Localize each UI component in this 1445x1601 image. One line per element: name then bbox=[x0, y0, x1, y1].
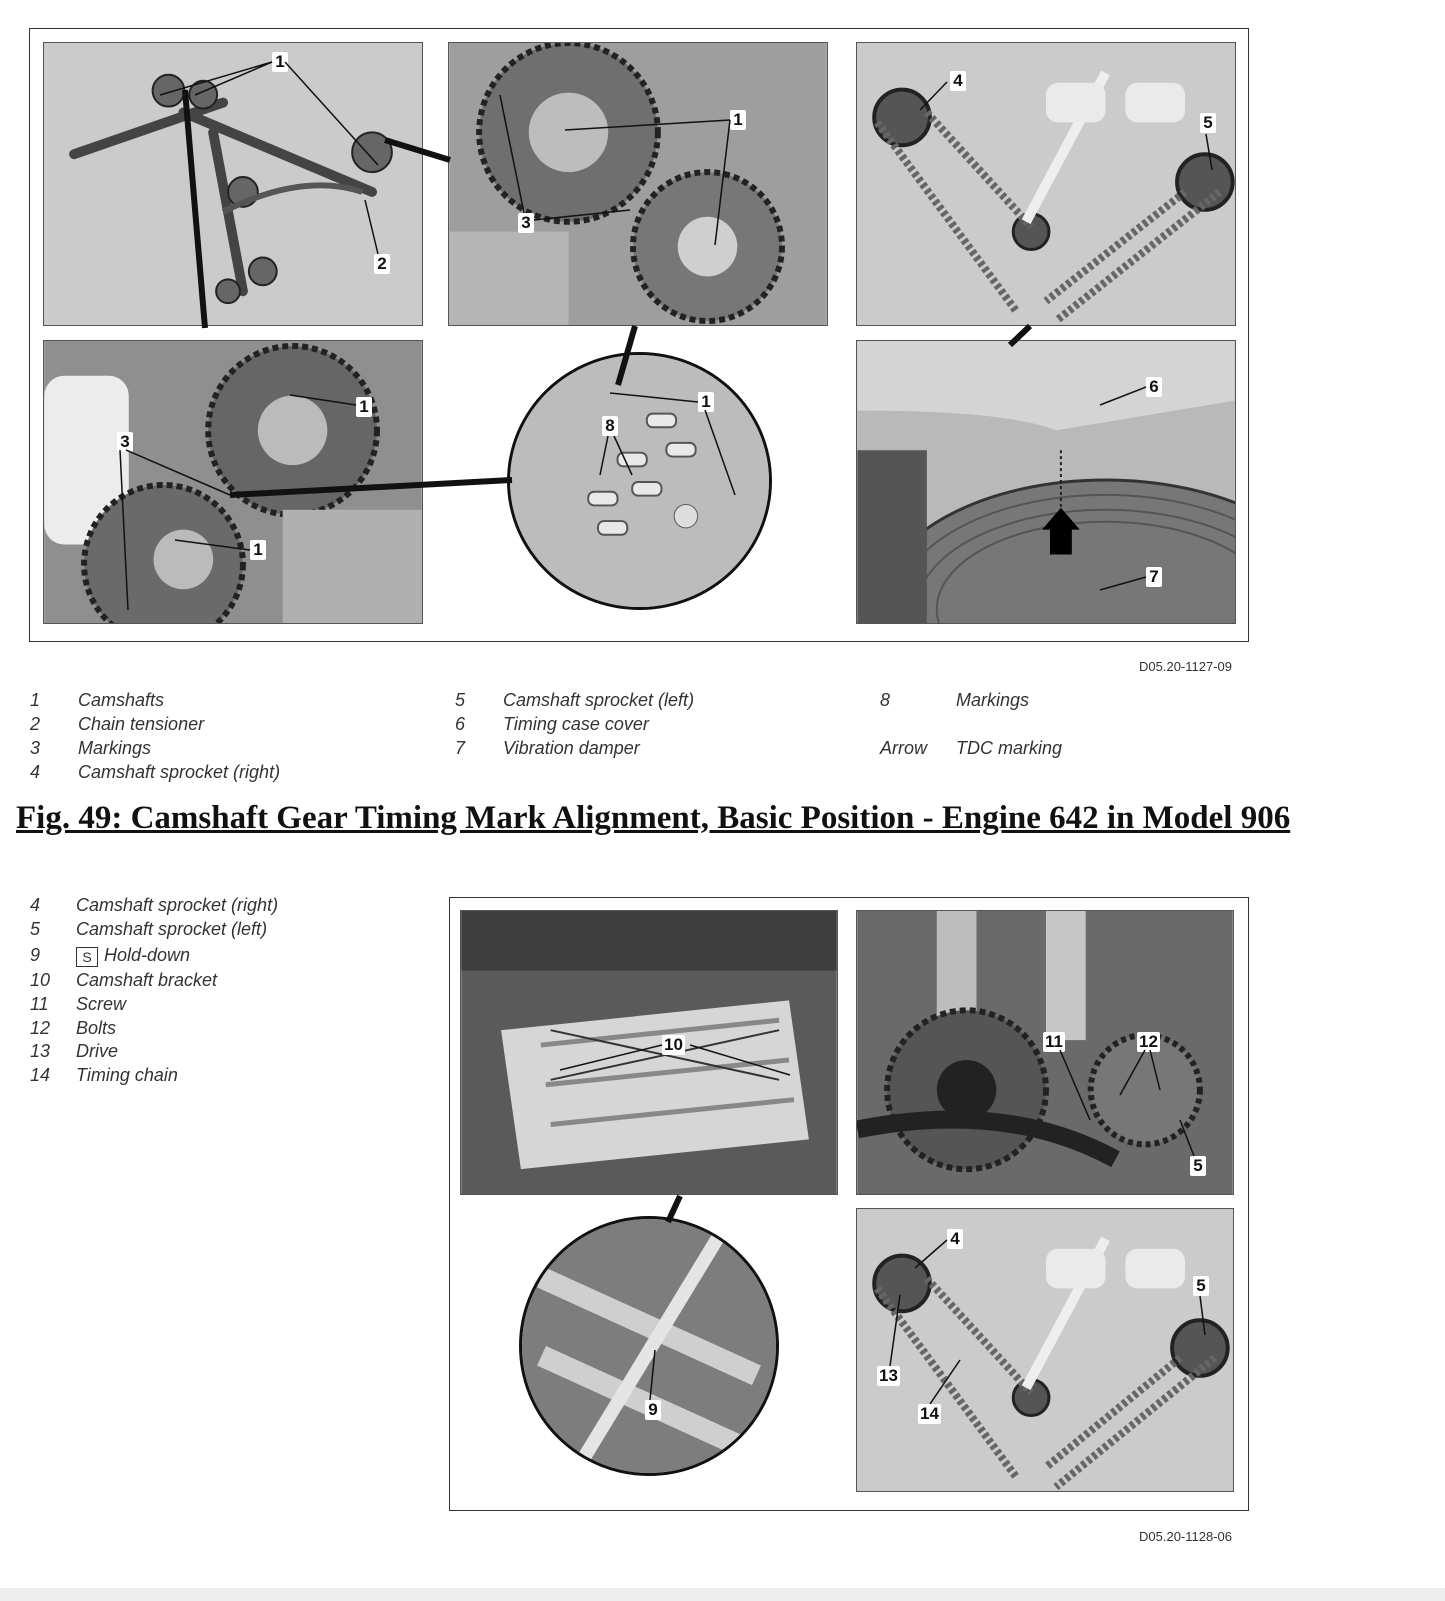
bottom-scroll-bar bbox=[0, 1588, 1445, 1601]
callout-5-q4: 5 bbox=[1193, 1276, 1209, 1296]
callout-8-p5: 8 bbox=[602, 416, 618, 436]
callout-7-p6: 7 bbox=[1146, 567, 1162, 587]
callout-9-q3: 9 bbox=[645, 1400, 661, 1420]
callout-13-q4: 13 bbox=[879, 1366, 898, 1385]
callout-11-q2: 11 bbox=[1045, 1032, 1063, 1051]
callout-2-p1: 2 bbox=[374, 254, 390, 274]
figure-1-legend: 1 Camshafts 2 Chain tensioner 3 Markings 4 Camshaft sprocket (right) 5 Camshaft sprocket (left) 6 Timing case cover 7 Vibration damper 8 Markings Arrow TDC marking bbox=[30, 690, 1063, 782]
callout-6-p6: 6 bbox=[1146, 377, 1162, 397]
engine-top-camshaft-bracket-image bbox=[460, 910, 838, 1195]
callout-1-p2: 1 bbox=[730, 110, 746, 130]
callout-1a-p4: 1 bbox=[356, 397, 372, 417]
timing-chain-drive-image bbox=[856, 1208, 1234, 1492]
callout-1b-p4: 1 bbox=[250, 540, 266, 560]
callout-12-q2: 12 bbox=[1139, 1032, 1158, 1051]
callout-4-q4: 4 bbox=[947, 1229, 963, 1249]
hold-down-magnified-circle-image bbox=[519, 1216, 779, 1476]
sprocket-bolts-closeup-image bbox=[856, 910, 1234, 1195]
wrench-tool-icon: S bbox=[76, 947, 98, 967]
callout-5-q2: 5 bbox=[1190, 1156, 1206, 1176]
callout-3-p4: 3 bbox=[117, 432, 133, 452]
figure-2-legend: 4 Camshaft sprocket (right) 5 Camshaft sprocket (left) 9 S Hold-down 10 Camshaft bracket 11 Screw 12 Bolts 13 Drive 14 Timing chain bbox=[30, 895, 279, 1085]
callout-1-p1: 1 bbox=[272, 52, 288, 72]
callout-1-p5: 1 bbox=[698, 392, 714, 412]
callout-10-q1: 10 bbox=[664, 1035, 683, 1054]
callout-3-p2: 3 bbox=[518, 213, 534, 233]
callout-5-p3: 5 bbox=[1200, 113, 1216, 133]
figure-2-reference-code: D05.20-1128-06 bbox=[1139, 1529, 1232, 1544]
callout-14-q4: 14 bbox=[920, 1404, 939, 1423]
figure-title: Fig. 49: Camshaft Gear Timing Mark Alignment, Basic Position - Engine 642 in Model 906 bbox=[16, 800, 1291, 836]
callout-4-p3: 4 bbox=[950, 71, 966, 91]
figure-1-reference-code: D05.20-1127-09 bbox=[1139, 659, 1232, 674]
